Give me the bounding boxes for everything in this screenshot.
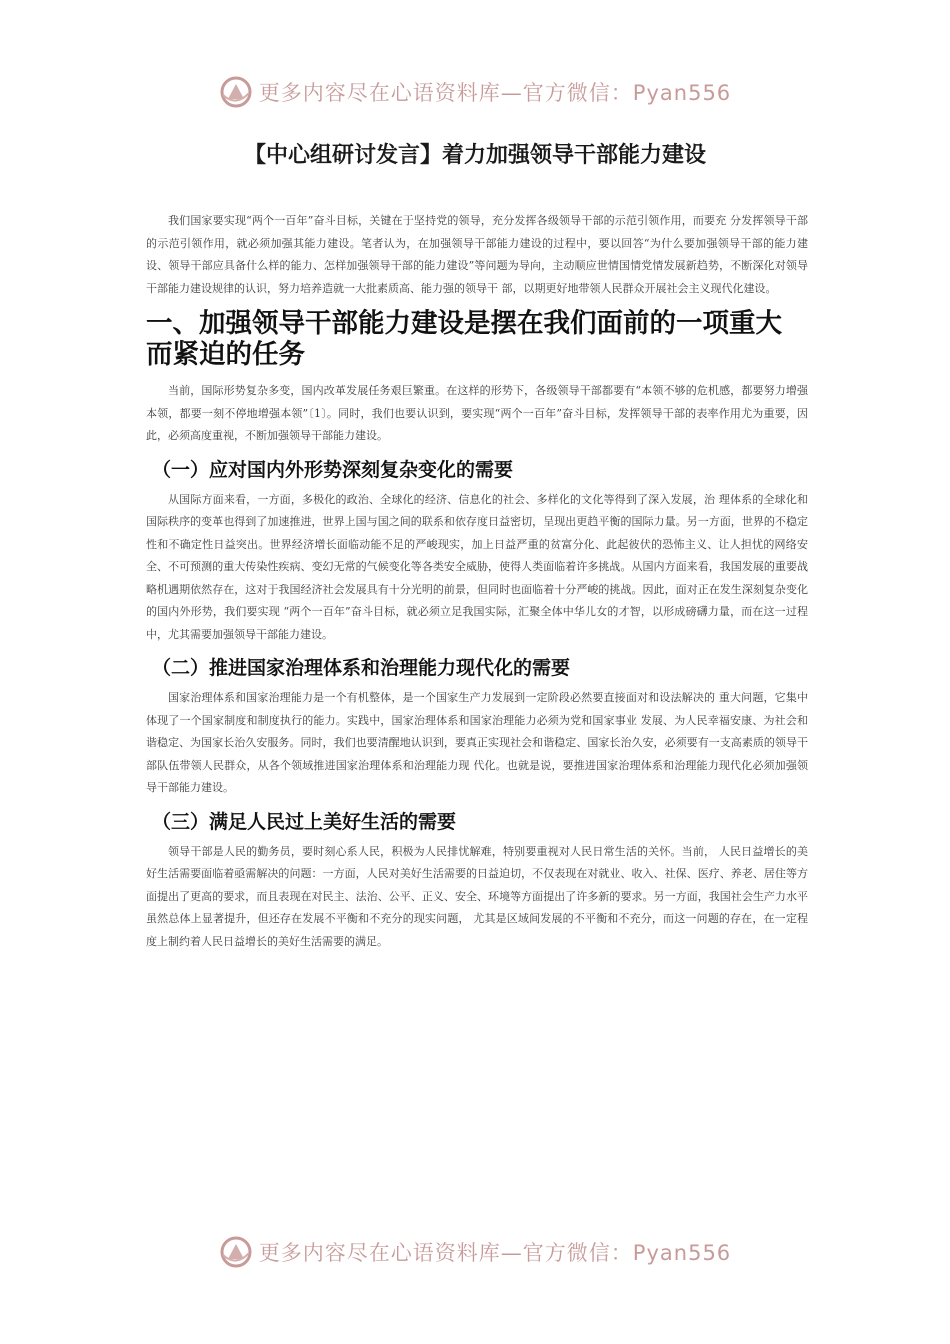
subsection-1-paragraph: 从国际方面来看，一方面，多极化的政治、全球化的经济、信息化的社会、多样化的文化等得到了深入发展，治 理体系的全球化和国际秩序的变革也得到了加速推进，世界上国与国之间的联系和依存度日益密切，呈现出更趋平衡的国际力量。另一方面，世界的不稳定性和不确定性日益突出。世界经济增长面临动能不足的严峻现实，加上日益严重的贫富分化、此起彼伏的恐怖主义、让人担忧的网络安全、不可预测的重大传染性疾病、变幻无常的气候变化等各类安全威胁，使得人类面临着许多挑战。从国内方面来看，我国发展的重要战略机遇期依然存在，这对于我国经济社会发展具有十分光明的前景，但同时也面临着十分严峻的挑战。因此，面对正在发生深刻复杂变化的国内外形势，我们要实现 “两个一百年”奋斗目标，就必须立足我国实际，汇聚全体中华儿女的才智，以形成磅礴力量，而在这一过程中，尤其需要加强领导干部能力建设。 — [146, 492, 808, 641]
watermark-footer — [0, 1232, 950, 1272]
brand-logo-icon — [219, 1235, 253, 1269]
document-body — [146, 210, 808, 953]
document-title: 【中心组研讨发言】着力加强领导干部能力建设 — [243, 143, 706, 168]
subsection-3-heading: （三）满足人民过上美好生活的需要 — [152, 810, 457, 833]
subsection-3-paragraph: 领导干部是人民的勤务员，要时刻心系人民，积极为人民排忧解难，特别要重视对人民日常生活的关怀。当前， 人民日益增长的美好生活需要面临着亟需解决的问题：一方面，人民对美好生活需要的日益迫切，不仅表现在对就业、收入、社保、医疗、养老、居住等方面提出了更高的要求，而且表现在对民主、法治、公平、正义、安全、环境等方面提出了许多新的要求。另一方面，我国社会生产力水平虽然总体上显著提升，但还存在发展不平衡和不充分的现实问题， 尤其是区域间发展的不平衡和不充分，而这一问题的存在，在一定程度上制约着人民日益增长的美好生活需要的满足。 — [146, 844, 808, 948]
subsection-2-heading: （二）推进国家治理体系和治理能力现代化的需要 — [152, 657, 571, 679]
subsection-1-heading: （一）应对国内外形势深刻复杂变化的需要 — [152, 458, 514, 481]
watermark-text: 更多内容尽在心语资料库—官方微信：Pyan556 — [258, 81, 732, 105]
brand-logo-icon — [219, 75, 253, 109]
section-1-paragraph: 当前，国际形势复杂多变，国内改革发展任务艰巨繁重。在这样的形势下，各级领导干部都要有“本领不够的危机感，都要努力增强本领，都要一刻不停地增强本领”〔1〕。同时，我们也要认识到，要实现“两个一百年”奋斗目标，发挥领导干部的表率作用尤为重要，因此，必须高度重视，不断加强领导干部能力建设。 — [146, 384, 808, 442]
watermark-text: 更多内容尽在心语资料库—官方微信：Pyan556 — [258, 1241, 732, 1265]
watermark-header — [0, 72, 950, 112]
intro-paragraph: 我们国家要实现“两个一百年”奋斗目标，关键在于坚持党的领导，充分发挥各级领导干部的示范引领作用，而要充 分发挥领导干部的示范引领作用，就必须加强其能力建设。笔者认为，在加强领导干部能力建设的过程中，要以回答“为什么要加强领导干部的能力建设、领导干部应具备什么样的能力、怎样加强领导干部的能力建设”等问题为导向，主动顺应世情国情党情发展新趋势，不断深化对领导干部能力建设规律的认识，努力培养造就一大批素质高、能力强的领导干 部，以期更好地带领人民群众开展社会主义现代化建设。 — [146, 214, 808, 295]
section-1-heading: 一、加强领导干部能力建设是摆在我们面前的一项重大而紧迫的任务 — [146, 308, 782, 370]
subsection-2-paragraph: 国家治理体系和国家治理能力是一个有机整体，是一个国家生产力发展到一定阶段必然要直接面对和设法解决的 重大问题，它集中体现了一个国家制度和制度执行的能力。实践中，国家治理体系和国家治理能力必须为党和国家事业 发展、为人民幸福安康、为社会和谐稳定、为国家长治久安服务。同时，我们也要清醒地认识到，要真正实现社会和谐稳定、国家长治久安，必须要有一支高素质的领导干部队伍带领人民群众，从各个领域推进国家治理体系和治理能力现 代化。也就是说，要推进国家治理体系和治理能力现代化必须加强领导干部能力建设。 — [146, 691, 808, 794]
